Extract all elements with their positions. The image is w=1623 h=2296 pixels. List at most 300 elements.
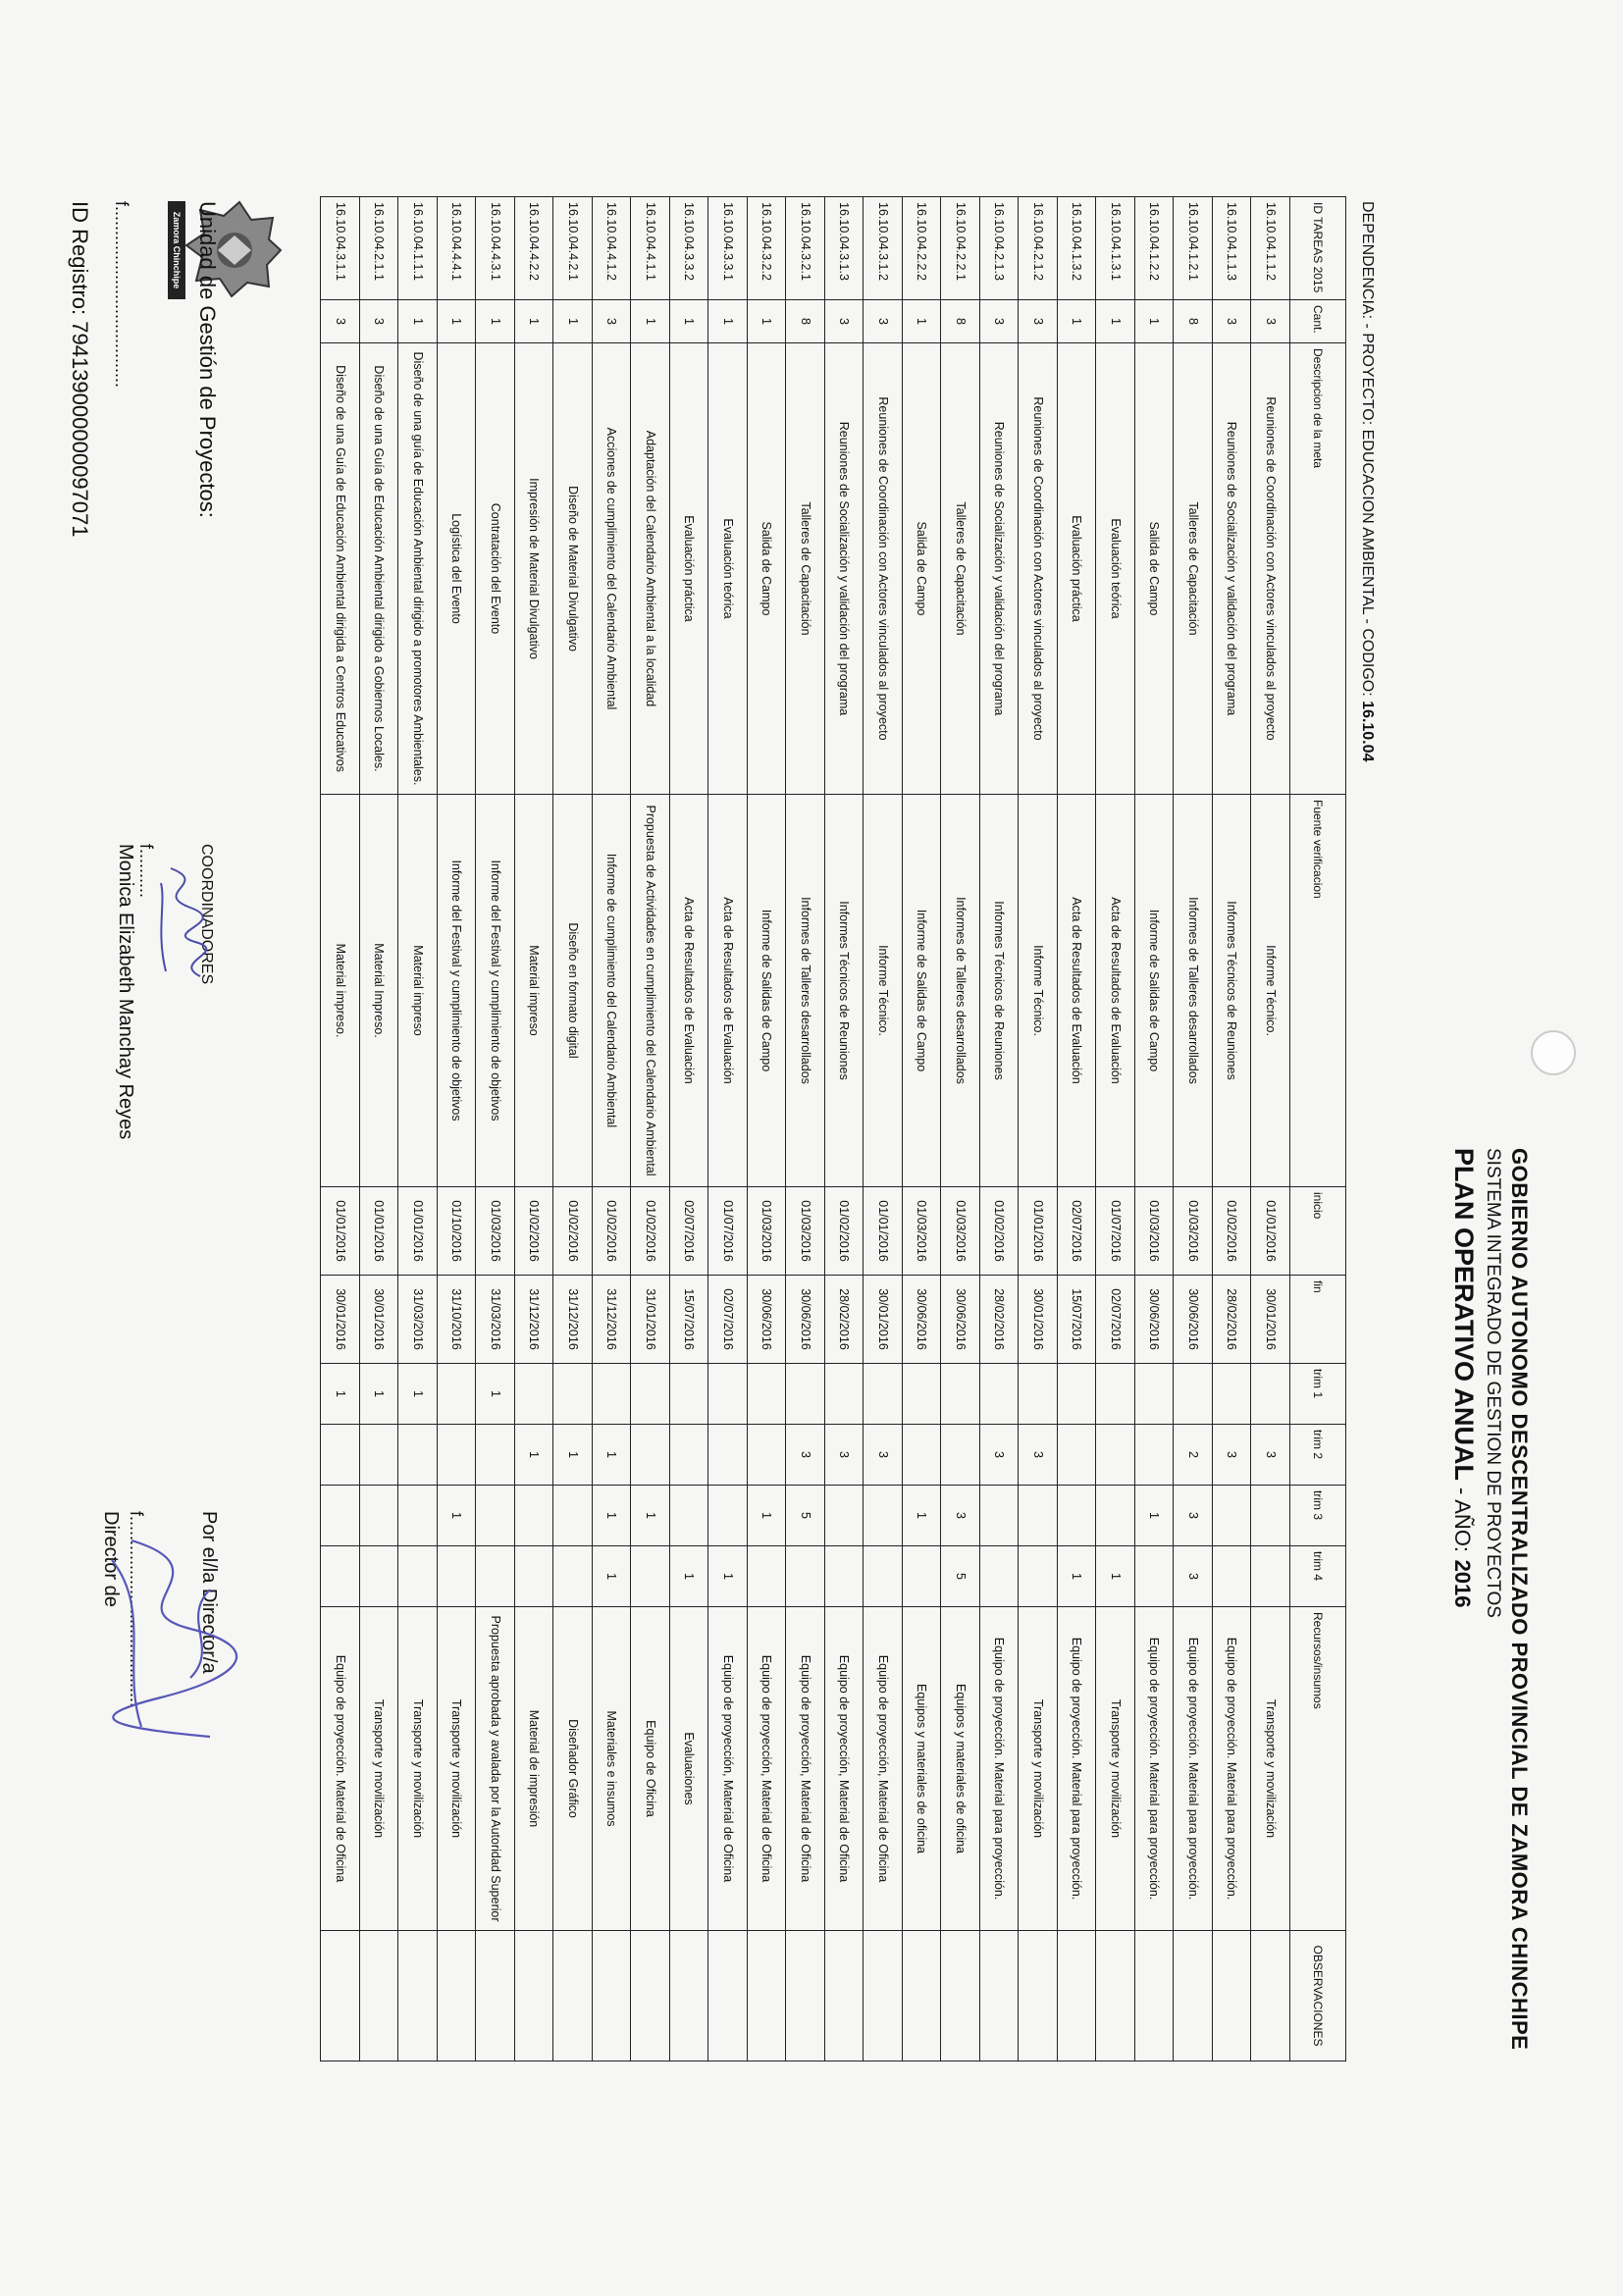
row-fin: 28/02/2016 [825, 1276, 864, 1364]
row-recursos: Propuesta aprobada y avalada por la Autoridad Superior [476, 1607, 515, 1931]
row-trim3: 1 [903, 1486, 942, 1546]
row-trim2: 1 [553, 1425, 593, 1486]
row-fuente: Material impreso [398, 795, 438, 1187]
row-id: 16.10.04.4.1.2 [593, 197, 632, 300]
row-desc: Reuniones de Coordinación con Actores vinculados al proyecto [1251, 343, 1290, 795]
row-id: 16.10.04.2.2.2 [903, 197, 942, 300]
row-desc: Talleres de Capacitación [941, 343, 980, 795]
row-recursos: Materiales e insumos [593, 1607, 632, 1931]
row-fuente: Informe Técnico. [864, 795, 903, 1187]
row-trim4 [786, 1546, 825, 1607]
row-recursos: Material de impresión [515, 1607, 554, 1931]
row-fin: 30/01/2016 [864, 1276, 903, 1364]
row-fuente: Acta de Resultados de Evaluación [1058, 795, 1097, 1187]
row-fuente: Acta de Resultados de Evaluación [670, 795, 709, 1187]
row-id: 16.10.04.3.1.1 [321, 197, 360, 300]
row-trim2 [708, 1425, 748, 1486]
row-recursos: Equipos y materiales de oficina [903, 1607, 942, 1931]
row-recursos: Evaluaciones [670, 1607, 709, 1931]
row-id: 16.10.04.1.2.2 [1135, 197, 1175, 300]
row-desc: Salida de Campo [1135, 343, 1175, 795]
row-observaciones [360, 1931, 399, 2061]
row-desc: Diseño de una Guía de Educación Ambiental dirigida a Centros Educativos [321, 343, 360, 795]
row-trim4 [321, 1546, 360, 1607]
row-recursos: Transporte y movilización [398, 1607, 438, 1931]
coordinator-name: Monica Elizabeth Manchay Reyes [115, 844, 136, 1140]
row-id: 16.10.04.2.2.1 [941, 197, 980, 300]
table-row [1213, 197, 1252, 2061]
plan-title [1448, 1148, 1479, 1608]
row-observaciones [631, 1931, 670, 2061]
row-inicio: 01/03/2016 [903, 1187, 942, 1276]
row-trim3 [553, 1486, 593, 1546]
row-trim1 [670, 1364, 709, 1425]
row-observaciones [321, 1931, 360, 2061]
row-fuente: Material Impreso. [360, 795, 399, 1187]
row-id: 16.10.04.4.1.1 [631, 197, 670, 300]
dependency-line [1358, 201, 1376, 761]
row-desc: Reuniones de Socialización y validación del programa [1213, 343, 1252, 795]
row-fuente: Informe de Salidas de Campo [1135, 795, 1175, 1187]
row-trim1 [903, 1364, 942, 1425]
row-id: 16.10.04.3.1.3 [825, 197, 864, 300]
row-fuente: Informes Técnicos de Reuniones [825, 795, 864, 1187]
row-desc: Diseño de una guía de Educación Ambiental dirigido a promotores Ambientales. [398, 343, 438, 795]
row-cant: 3 [1213, 300, 1252, 343]
table-row [321, 197, 360, 2061]
row-trim3: 1 [593, 1486, 632, 1546]
row-fin: 02/07/2016 [1096, 1276, 1135, 1364]
row-trim3 [670, 1486, 709, 1546]
row-fin: 30/06/2016 [903, 1276, 942, 1364]
row-trim3 [321, 1486, 360, 1546]
row-fin: 02/07/2016 [708, 1276, 748, 1364]
row-observaciones [1058, 1931, 1097, 2061]
row-fin: 30/01/2016 [321, 1276, 360, 1364]
row-trim2: 3 [1251, 1425, 1290, 1486]
row-trim2 [631, 1425, 670, 1486]
row-inicio: 01/03/2016 [941, 1187, 980, 1276]
row-inicio: 01/03/2016 [476, 1187, 515, 1276]
row-fin: 31/12/2016 [515, 1276, 554, 1364]
row-observaciones [438, 1931, 477, 2061]
row-inicio: 01/02/2016 [825, 1187, 864, 1276]
row-cant: 8 [1174, 300, 1213, 343]
row-trim2 [903, 1425, 942, 1486]
row-fuente: Informes Técnicos de Reuniones [980, 795, 1020, 1187]
table-row [864, 197, 903, 2061]
row-fin: 30/01/2016 [1019, 1276, 1058, 1364]
row-trim1: 1 [398, 1364, 438, 1425]
row-recursos: Equipo de proyección, Material de Oficina [708, 1607, 748, 1931]
row-id: 16.10.04.4.2.2 [515, 197, 554, 300]
row-trim2 [748, 1425, 787, 1486]
row-trim2: 1 [515, 1425, 554, 1486]
row-cant: 8 [941, 300, 980, 343]
row-trim4 [631, 1546, 670, 1607]
row-observaciones [515, 1931, 554, 2061]
table-row [438, 197, 477, 2061]
row-fin: 28/02/2016 [980, 1276, 1020, 1364]
row-recursos: Equipo de proyección, Material de Oficina [864, 1607, 903, 1931]
row-observaciones [1135, 1931, 1175, 2061]
row-trim3: 1 [438, 1486, 477, 1546]
row-observaciones [786, 1931, 825, 2061]
row-trim4: 1 [593, 1546, 632, 1607]
row-fin: 31/12/2016 [593, 1276, 632, 1364]
row-recursos: Transporte y movilización [1251, 1607, 1290, 1931]
row-desc: Reuniones de Coordinación con Actores vinculados al proyecto [864, 343, 903, 795]
row-trim4 [515, 1546, 554, 1607]
row-cant: 3 [360, 300, 399, 343]
row-observaciones [941, 1931, 980, 2061]
row-fin: 31/03/2016 [476, 1276, 515, 1364]
row-cant: 3 [864, 300, 903, 343]
row-trim2: 3 [825, 1425, 864, 1486]
row-fuente: Informe del Festival y cumplimiento de objetivos [438, 795, 477, 1187]
row-inicio: 01/03/2016 [786, 1187, 825, 1276]
system-title: SISTEMA INTEGRADO DE GESTION DE PROYECTOS [1483, 1148, 1503, 1618]
row-trim2: 3 [1019, 1425, 1058, 1486]
row-observaciones [708, 1931, 748, 2061]
table-row [903, 197, 942, 2061]
col-recursos: Recursos/insumos [1290, 1607, 1346, 1931]
row-cant: 1 [903, 300, 942, 343]
row-inicio: 01/01/2016 [398, 1187, 438, 1276]
row-observaciones [903, 1931, 942, 2061]
row-trim2: 2 [1174, 1425, 1213, 1486]
row-inicio: 01/02/2016 [553, 1187, 593, 1276]
row-trim3 [864, 1486, 903, 1546]
row-trim1: 1 [476, 1364, 515, 1425]
row-fin: 30/06/2016 [941, 1276, 980, 1364]
row-observaciones [864, 1931, 903, 2061]
row-trim4 [903, 1546, 942, 1607]
row-trim3 [476, 1486, 515, 1546]
col-fin: fin [1290, 1276, 1346, 1364]
row-id: 16.10.04.1.1.3 [1213, 197, 1252, 300]
row-id: 16.10.04.2.1.1 [360, 197, 399, 300]
row-fuente: Informes de Talleres desarrollados [941, 795, 980, 1187]
row-trim1 [1058, 1364, 1097, 1425]
row-id: 16.10.04.3.2.1 [786, 197, 825, 300]
row-cant: 1 [438, 300, 477, 343]
row-trim3 [980, 1486, 1020, 1546]
row-trim2 [1096, 1425, 1135, 1486]
row-trim2: 3 [864, 1425, 903, 1486]
table-row [1058, 197, 1097, 2061]
row-fin: 30/06/2016 [1174, 1276, 1213, 1364]
row-id: 16.10.04.2.1.3 [980, 197, 1020, 300]
row-inicio: 01/07/2016 [708, 1187, 748, 1276]
row-observaciones [553, 1931, 593, 2061]
row-recursos: Transporte y movilización [360, 1607, 399, 1931]
row-fin: 30/06/2016 [786, 1276, 825, 1364]
row-trim3 [1096, 1486, 1135, 1546]
project-code: 16.10.04 [1359, 701, 1376, 762]
row-recursos: Equipo de proyección. Material de Oficina [321, 1607, 360, 1931]
row-trim1 [825, 1364, 864, 1425]
row-desc: Evaluación práctica [670, 343, 709, 795]
row-trim4 [438, 1546, 477, 1607]
table-row [825, 197, 864, 2061]
row-id: 16.10.04.3.3.1 [708, 197, 748, 300]
row-inicio: 01/02/2016 [631, 1187, 670, 1276]
row-inicio: 01/01/2016 [1019, 1187, 1058, 1276]
row-fin: 31/01/2016 [631, 1276, 670, 1364]
row-fuente: Informes Técnicos de Reuniones [1213, 795, 1252, 1187]
director-signature [92, 1531, 249, 1747]
row-trim3 [1058, 1486, 1097, 1546]
row-fin: 31/12/2016 [553, 1276, 593, 1364]
row-trim4 [1213, 1546, 1252, 1607]
row-fuente: Informes de Talleres desarrollados [786, 795, 825, 1187]
dependency-label: DEPENDENCIA: - PROYECTO: EDUCACION AMBIENTAL - CODIGO: [1359, 201, 1376, 697]
row-trim2: 3 [786, 1425, 825, 1486]
row-observaciones [1213, 1931, 1252, 2061]
row-fuente: Material impreso. [321, 795, 360, 1187]
row-id: 16.10.04.1.3.1 [1096, 197, 1135, 300]
row-fin: 30/01/2016 [360, 1276, 399, 1364]
row-desc: Logística del Evento [438, 343, 477, 795]
row-id: 16.10.04.1.2.1 [1174, 197, 1213, 300]
row-observaciones [748, 1931, 787, 2061]
row-desc: Reuniones de Coordinación con Actores vinculados al proyecto [1019, 343, 1058, 795]
col-desc: Descripcion de la meta [1290, 343, 1346, 795]
row-observaciones [825, 1931, 864, 2061]
row-trim4 [864, 1546, 903, 1607]
director-signature-line: f....................................... [127, 1511, 146, 1708]
row-id: 16.10.04.2.1.2 [1019, 197, 1058, 300]
plan-year: 2016 [1450, 1559, 1475, 1608]
row-id: 16.10.04.4.4.1 [438, 197, 477, 300]
row-fuente: Diseño en formato digital [553, 795, 593, 1187]
director-label: Por el/la Director/a [198, 1511, 220, 1674]
row-desc: Diseño de una Guía de Educación Ambiental dirigido a Gobiernos Locales. [360, 343, 399, 795]
row-fin: 31/10/2016 [438, 1276, 477, 1364]
row-trim4: 1 [1058, 1546, 1097, 1607]
row-cant: 1 [515, 300, 554, 343]
row-trim1 [864, 1364, 903, 1425]
row-trim4 [980, 1546, 1020, 1607]
row-fin: 15/07/2016 [1058, 1276, 1097, 1364]
coordinator-signature-line: f.......... [136, 844, 156, 899]
row-fuente: Acta de Resultados de Evaluación [708, 795, 748, 1187]
row-cant: 1 [1058, 300, 1097, 343]
row-trim2 [1058, 1425, 1097, 1486]
row-trim4 [1019, 1546, 1058, 1607]
row-id: 16.10.04.4.2.1 [553, 197, 593, 300]
row-trim1: 1 [360, 1364, 399, 1425]
row-trim1 [1174, 1364, 1213, 1425]
row-cant: 3 [1019, 300, 1058, 343]
col-id: ID TAREAS 2015 [1290, 197, 1346, 300]
row-observaciones [1096, 1931, 1135, 2061]
row-trim4: 1 [670, 1546, 709, 1607]
row-trim2 [1135, 1425, 1175, 1486]
row-trim4 [553, 1546, 593, 1607]
row-trim1 [980, 1364, 1020, 1425]
row-trim1 [593, 1364, 632, 1425]
row-desc: Contratación del Evento [476, 343, 515, 795]
row-desc: Acciones de cumplimiento del Calendario Ambiental [593, 343, 632, 795]
col-observaciones: OBSERVACIONES [1290, 1931, 1346, 2061]
row-desc: Reuniones de Socialización y validación del programa [980, 343, 1020, 795]
poa-table [321, 196, 1347, 2061]
coordinators-label: COORDINADORES [198, 844, 215, 985]
table-row [515, 197, 554, 2061]
year-label: - AÑO: [1450, 1487, 1475, 1553]
unit-signature-line: f..................................... [112, 201, 131, 389]
table-row [941, 197, 980, 2061]
row-observaciones [1251, 1931, 1290, 2061]
row-cant: 1 [631, 300, 670, 343]
row-cant: 8 [786, 300, 825, 343]
row-id: 16.10.04.1.3.2 [1058, 197, 1097, 300]
row-observaciones [670, 1931, 709, 2061]
table-row [670, 197, 709, 2061]
row-trim3: 3 [1174, 1486, 1213, 1546]
row-trim1 [1096, 1364, 1135, 1425]
row-recursos: Equipo de proyección. Material para proyección. [1174, 1607, 1213, 1931]
row-desc: Evaluación teórica [1096, 343, 1135, 795]
col-cant: Cant. [1290, 300, 1346, 343]
row-trim3 [825, 1486, 864, 1546]
row-observaciones [593, 1931, 632, 2061]
row-trim3: 1 [1135, 1486, 1175, 1546]
row-desc: Diseño de Material Divulgativo [553, 343, 593, 795]
coordinator-signature [141, 863, 220, 981]
table-row [1251, 197, 1290, 2061]
row-cant: 3 [593, 300, 632, 343]
row-recursos: Transporte y movilización [1096, 1607, 1135, 1931]
row-cant: 1 [748, 300, 787, 343]
row-trim4: 3 [1174, 1546, 1213, 1607]
row-cant: 3 [1251, 300, 1290, 343]
row-fuente: Informe Técnico. [1019, 795, 1058, 1187]
row-recursos: Diseñador Gráfico [553, 1607, 593, 1931]
row-recursos: Equipo de proyección, Material de Oficina [786, 1607, 825, 1931]
row-desc: Evaluación teórica [708, 343, 748, 795]
row-inicio: 01/02/2016 [1213, 1187, 1252, 1276]
row-recursos: Transporte y movilización [438, 1607, 477, 1931]
row-recursos: Equipo de proyección. Material para proyección. [980, 1607, 1020, 1931]
table-row [708, 197, 748, 2061]
row-trim1 [708, 1364, 748, 1425]
row-trim2 [321, 1425, 360, 1486]
row-fuente: Propuesta de Actividades en cumplimiento del Calendario Ambiental [631, 795, 670, 1187]
row-trim2 [670, 1425, 709, 1486]
row-cant: 3 [825, 300, 864, 343]
row-cant: 1 [398, 300, 438, 343]
row-observaciones [980, 1931, 1020, 2061]
col-trim2: trim 2 [1290, 1425, 1346, 1486]
row-inicio: 01/01/2016 [1251, 1187, 1290, 1276]
row-cant: 1 [708, 300, 748, 343]
row-desc: Salida de Campo [748, 343, 787, 795]
col-trim3: trim 3 [1290, 1486, 1346, 1546]
row-fin: 30/06/2016 [1135, 1276, 1175, 1364]
row-trim4 [1251, 1546, 1290, 1607]
row-cant: 1 [553, 300, 593, 343]
row-recursos: Equipo de proyección. Material para proyección. [1058, 1607, 1097, 1931]
row-observaciones [1019, 1931, 1058, 2061]
row-trim4: 1 [708, 1546, 748, 1607]
row-trim3: 1 [631, 1486, 670, 1546]
table-row [786, 197, 825, 2061]
row-cant: 3 [980, 300, 1020, 343]
row-trim3 [1251, 1486, 1290, 1546]
row-inicio: 01/03/2016 [1174, 1187, 1213, 1276]
col-fuente: Fuente verificacion [1290, 795, 1346, 1187]
table-row [631, 197, 670, 2061]
row-trim3 [515, 1486, 554, 1546]
col-trim4: trim 4 [1290, 1546, 1346, 1607]
table-row [398, 197, 438, 2061]
row-id: 16.10.04.3.1.2 [864, 197, 903, 300]
row-fin: 31/03/2016 [398, 1276, 438, 1364]
row-trim1 [1213, 1364, 1252, 1425]
row-recursos: Equipo de proyección, Material de Oficina [748, 1607, 787, 1931]
row-trim4: 1 [1096, 1546, 1135, 1607]
row-trim3 [1019, 1486, 1058, 1546]
row-fin: 30/06/2016 [748, 1276, 787, 1364]
row-observaciones [476, 1931, 515, 2061]
row-trim2: 3 [980, 1425, 1020, 1486]
row-recursos: Equipos y materiales de oficina [941, 1607, 980, 1931]
row-trim3 [398, 1486, 438, 1546]
table-row [360, 197, 399, 2061]
row-trim1 [553, 1364, 593, 1425]
row-inicio: 01/01/2016 [360, 1187, 399, 1276]
row-fuente: Informe de Salidas de Campo [748, 795, 787, 1187]
row-trim1 [941, 1364, 980, 1425]
row-recursos: Transporte y movilización [1019, 1607, 1058, 1931]
row-id: 16.10.04.3.3.2 [670, 197, 709, 300]
unit-label: Unidad de Gestión de Proyectos: [195, 201, 220, 518]
row-trim3: 5 [786, 1486, 825, 1546]
table-row [748, 197, 787, 2061]
row-inicio: 01/10/2016 [438, 1187, 477, 1276]
table-row [593, 197, 632, 2061]
row-trim1 [1019, 1364, 1058, 1425]
table-row [1019, 197, 1058, 2061]
row-recursos: Equipo de proyección. Material para proyección. [1135, 1607, 1175, 1931]
row-fin: 30/01/2016 [1251, 1276, 1290, 1364]
table-row [553, 197, 593, 2061]
row-trim1 [1135, 1364, 1175, 1425]
row-desc: Salida de Campo [903, 343, 942, 795]
id-registro: ID Registro: 794139000000097071 [68, 201, 92, 538]
row-trim1 [1251, 1364, 1290, 1425]
org-title: GOBIERNO AUTONOMO DESCENTRALIZADO PROVINCIAL DE ZAMORA CHINCHIPE [1507, 1148, 1532, 2051]
row-trim4: 5 [941, 1546, 980, 1607]
row-trim2 [398, 1425, 438, 1486]
row-trim3: 3 [941, 1486, 980, 1546]
row-trim3: 1 [748, 1486, 787, 1546]
row-cant: 1 [476, 300, 515, 343]
row-inicio: 01/02/2016 [593, 1187, 632, 1276]
col-inicio: inicio [1290, 1187, 1346, 1276]
row-fuente: Informe de Salidas de Campo [903, 795, 942, 1187]
row-desc: Impresión de Material Divulgativo [515, 343, 554, 795]
table-row [1174, 197, 1213, 2061]
col-trim1: trim 1 [1290, 1364, 1346, 1425]
row-id: 16.10.04.3.2.2 [748, 197, 787, 300]
table-row [980, 197, 1020, 2061]
plan-name: PLAN OPERATIVO ANUAL [1449, 1148, 1479, 1481]
row-fuente: Material impreso [515, 795, 554, 1187]
